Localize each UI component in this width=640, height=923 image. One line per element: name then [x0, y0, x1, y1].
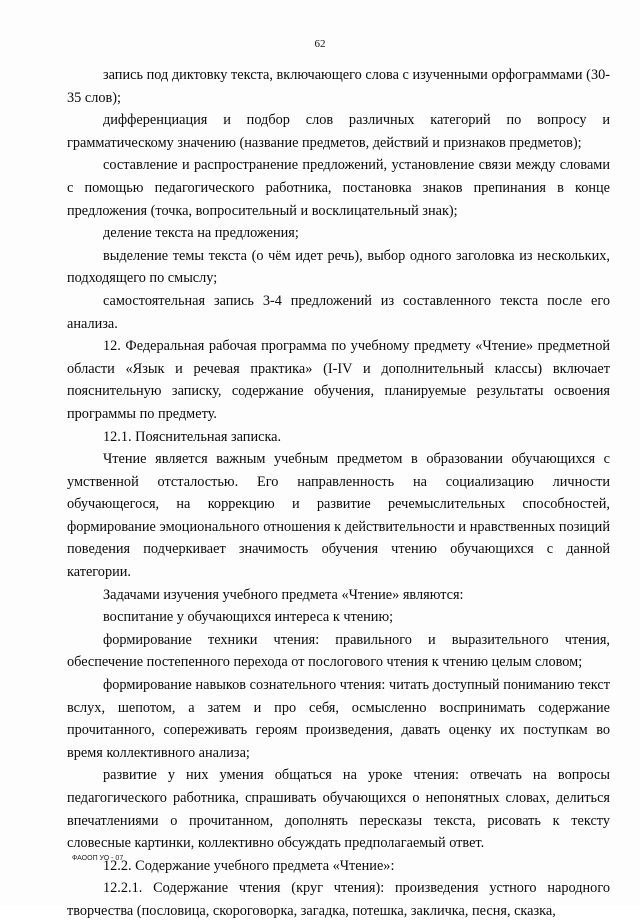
paragraph: самостоятельная запись 3-4 предложений из составленного текста после его анализа.: [67, 292, 610, 332]
body-text: [67, 64, 610, 923]
paragraph: дифференциация и подбор слов различных категорий по вопросу и грамматическому значению (название предметов, действий и признаков предметов);: [67, 112, 610, 151]
paragraph: Задачами изучения учебного предмета «Чтение» являются:: [103, 586, 464, 603]
page-number: 62: [314, 38, 326, 50]
paragraph: деление текста на предложения;: [103, 225, 299, 242]
paragraph: воспитание у обучающихся интереса к чтению;: [103, 609, 394, 626]
subsection-heading: 12.2. Содержание учебного предмета «Чтение»:: [103, 857, 395, 874]
paragraph: запись под диктовку текста, включающего слова с изученными орфограммами (30-35 слов);: [67, 67, 610, 106]
paragraph: выделение темы текста (о чём идет речь), выбор одного заголовка из нескольких, подходящего по смыслу;: [67, 247, 610, 287]
section-paragraph: 12. Федеральная рабочая программа по учебному предмету «Чтение» предметной области «Язык и речевая практика» (I-IV и дополнительный классы) включает пояснительную записку, содержание обучения, планируемые результаты освоения программы по предмету.: [67, 338, 610, 422]
paragraph: Чтение является важным учебным предметом в образовании обучающихся с умственной отсталостью. Его направленность на социализацию личности обучающегося, на коррекцию и развитие речемыслительных способностей, формирование эмоционального отношения к действительности и нравственных позиций поведения подчеркивает значимость обучения чтению обучающихся с данной категории.: [67, 451, 610, 581]
paragraph: составление и распространение предложений, установление связи между словами с помощью педагогического работника, постановка знаков препинания в конце предложения (точка, вопросительный и восклицательный знак);: [67, 157, 610, 219]
paragraph: развитие у них умения общаться на уроке чтения: отвечать на вопросы педагогического работника, спрашивать обучающихся о непонятных словах, делиться впечатлениями о прочитанном, дополнять пересказы текста, рисовать к тексту словесные картинки, коллективно обсуждать предполагаемый ответ.: [67, 767, 610, 852]
footer-code: ФАООП УО - 07: [72, 855, 124, 862]
paragraph: формирование техники чтения: правильного и выразительного чтения, обеспечение постепенного перехода от послогового чтения к чтению целым словом;: [67, 631, 610, 671]
paragraph: формирование навыков сознательного чтения: читать доступный пониманию текст вслух, шепотом, а затем и про себя, осмысленно воспринимать содержание прочитанного, сопереживать героям произведения, давать оценку их поступкам во время коллективного анализа;: [67, 677, 610, 761]
paragraph: 12.2.1. Содержание чтения (круг чтения): произведения устного народного творчества (пословица, скороговорка, загадка, потешка, закличка, песня, сказка,: [67, 880, 610, 919]
subsection-heading: 12.1. Пояснительная записка.: [103, 428, 282, 445]
